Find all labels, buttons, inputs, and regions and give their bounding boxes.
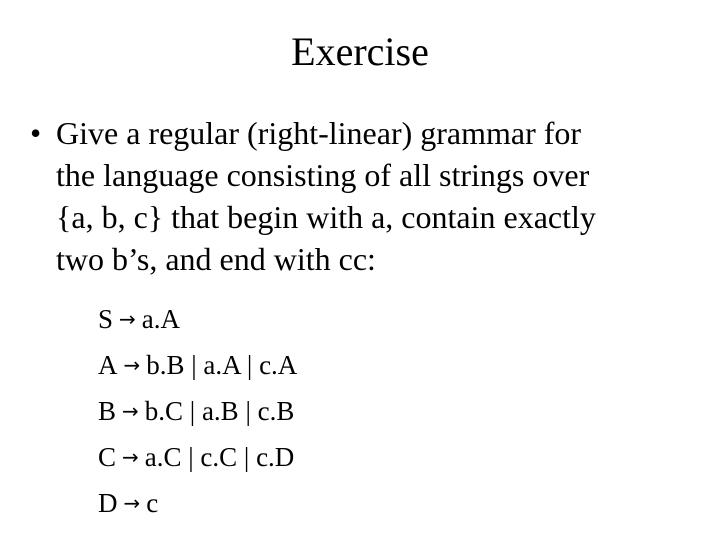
rule-lhs: A (98, 350, 118, 380)
rule-rhs: b.C | a.B | c.B (144, 396, 295, 426)
bullet-line: {a, b, c} that begin with a, contain exactly (56, 199, 596, 235)
bullet-line: Give a regular (right-linear) grammar for (56, 115, 582, 151)
rule-rhs: a.A (141, 304, 181, 334)
grammar-rule (98, 480, 297, 526)
rule-lhs: S (98, 304, 114, 334)
arrow-icon: → (123, 491, 141, 515)
arrow-icon: → (119, 307, 136, 331)
grammar-rule (98, 388, 297, 434)
rule-rhs: a.C | c.C | c.D (144, 442, 295, 472)
arrow-icon: → (122, 399, 139, 423)
arrow-icon: → (123, 353, 141, 377)
rule-lhs: B (98, 396, 117, 426)
slide-title: Exercise (291, 29, 429, 74)
arrow-icon: → (122, 445, 139, 469)
bullet-icon: • (30, 115, 42, 151)
rule-rhs: b.B | a.A | c.A (146, 350, 298, 380)
rule-lhs: C (98, 442, 117, 472)
bullet-line: the language consisting of all strings over (56, 157, 590, 193)
grammar-rules (98, 296, 297, 526)
rule-rhs: c (146, 488, 159, 518)
bullet-text (56, 112, 690, 280)
grammar-rule (98, 434, 297, 480)
grammar-rule (98, 342, 297, 388)
rule-lhs: D (98, 488, 118, 518)
grammar-rule (98, 296, 297, 342)
bullet-point (30, 112, 690, 280)
bullet-line: two b’s, and end with cc: (56, 241, 376, 277)
